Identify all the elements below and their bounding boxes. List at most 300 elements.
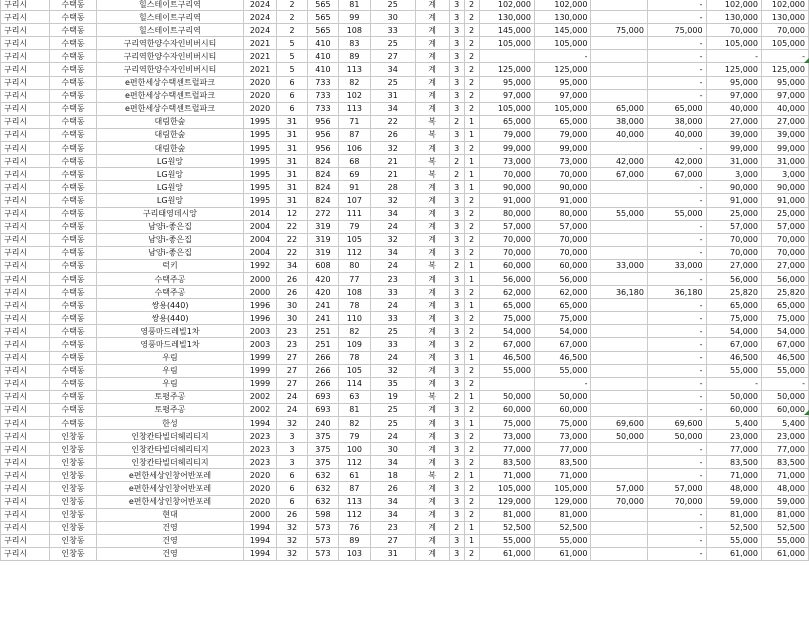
cell-type[interactable]: 계 xyxy=(415,443,449,456)
cell-units[interactable]: 266 xyxy=(307,377,338,390)
cell-city[interactable]: 구리시 xyxy=(1,364,50,377)
cell-dong[interactable]: 수택동 xyxy=(50,168,97,181)
cell-city[interactable]: 구리시 xyxy=(1,456,50,469)
cell-baths[interactable]: 2 xyxy=(464,11,479,24)
cell-monthly_base[interactable]: 83,500 xyxy=(534,456,590,469)
cell-diff_b[interactable]: 90,000 xyxy=(761,181,808,194)
cell-monthly_base[interactable]: 55,000 xyxy=(534,364,590,377)
cell-monthly_base[interactable]: 145,000 xyxy=(534,24,590,37)
cell-monthly_base[interactable]: 79,000 xyxy=(534,128,590,141)
cell-diff_b[interactable]: 99,000 xyxy=(761,142,808,155)
cell-monthly_base[interactable]: 80,000 xyxy=(534,207,590,220)
cell-diff_a[interactable]: 102,000 xyxy=(706,0,761,11)
cell-diff_b[interactable]: 55,000 xyxy=(761,534,808,547)
cell-year[interactable]: 2000 xyxy=(244,508,277,521)
cell-dong[interactable]: 수택동 xyxy=(50,155,97,168)
cell-monthly_a[interactable]: 70,000 xyxy=(591,495,647,508)
cell-monthly_base[interactable]: 62,000 xyxy=(534,286,590,299)
cell-complex[interactable]: 힐스테이트구리역 xyxy=(96,0,243,11)
cell-deposit[interactable]: 70,000 xyxy=(479,246,534,259)
cell-complex[interactable]: e편한세상수택센트럴파크 xyxy=(96,102,243,115)
cell-diff_b[interactable]: 25,000 xyxy=(761,207,808,220)
cell-floor_code[interactable]: 22 xyxy=(370,115,415,128)
cell-baths[interactable]: 2 xyxy=(464,194,479,207)
cell-monthly_b[interactable]: - xyxy=(647,181,706,194)
cell-monthly_a[interactable]: 36,180 xyxy=(591,286,647,299)
cell-city[interactable]: 구리시 xyxy=(1,521,50,534)
cell-area[interactable]: 82 xyxy=(338,325,370,338)
cell-dong[interactable]: 수택동 xyxy=(50,390,97,403)
cell-deposit[interactable]: 65,000 xyxy=(479,299,534,312)
cell-diff_a[interactable]: 81,000 xyxy=(706,508,761,521)
cell-complex[interactable]: LG원앙 xyxy=(96,155,243,168)
cell-rooms[interactable]: 2 xyxy=(449,115,464,128)
cell-type[interactable]: 계 xyxy=(415,364,449,377)
cell-deposit[interactable]: 145,000 xyxy=(479,24,534,37)
cell-year[interactable]: 2004 xyxy=(244,246,277,259)
cell-monthly_b[interactable]: 42,000 xyxy=(647,155,706,168)
cell-dong[interactable]: 수택동 xyxy=(50,272,97,285)
cell-diff_b[interactable]: 3,000 xyxy=(761,168,808,181)
cell-units[interactable]: 733 xyxy=(307,89,338,102)
cell-baths[interactable]: 2 xyxy=(464,508,479,521)
cell-units[interactable]: 956 xyxy=(307,128,338,141)
cell-monthly_b[interactable]: - xyxy=(647,521,706,534)
cell-monthly_a[interactable] xyxy=(591,443,647,456)
cell-age[interactable]: 26 xyxy=(277,272,308,285)
cell-baths[interactable]: 1 xyxy=(464,168,479,181)
cell-rooms[interactable]: 2 xyxy=(449,469,464,482)
cell-baths[interactable]: 1 xyxy=(464,469,479,482)
cell-age[interactable]: 6 xyxy=(277,495,308,508)
cell-diff_a[interactable]: 25,000 xyxy=(706,207,761,220)
cell-monthly_b[interactable]: - xyxy=(647,456,706,469)
cell-city[interactable]: 구리시 xyxy=(1,102,50,115)
cell-units[interactable]: 824 xyxy=(307,194,338,207)
cell-age[interactable]: 32 xyxy=(277,534,308,547)
cell-type[interactable]: 계 xyxy=(415,89,449,102)
cell-city[interactable]: 구리시 xyxy=(1,76,50,89)
cell-age[interactable]: 30 xyxy=(277,299,308,312)
cell-complex[interactable]: 우림 xyxy=(96,364,243,377)
cell-age[interactable]: 12 xyxy=(277,207,308,220)
cell-age[interactable]: 31 xyxy=(277,181,308,194)
cell-type[interactable]: 계 xyxy=(415,534,449,547)
cell-area[interactable]: 89 xyxy=(338,534,370,547)
cell-units[interactable]: 319 xyxy=(307,246,338,259)
cell-deposit[interactable]: 90,000 xyxy=(479,181,534,194)
cell-diff_a[interactable]: 77,000 xyxy=(706,443,761,456)
cell-units[interactable]: 240 xyxy=(307,417,338,430)
cell-dong[interactable]: 인창동 xyxy=(50,495,97,508)
cell-diff_a[interactable]: 27,000 xyxy=(706,115,761,128)
cell-monthly_base[interactable]: 54,000 xyxy=(534,325,590,338)
cell-area[interactable]: 108 xyxy=(338,286,370,299)
cell-monthly_base[interactable]: 129,000 xyxy=(534,495,590,508)
cell-complex[interactable]: LG원앙 xyxy=(96,194,243,207)
cell-floor_code[interactable]: 27 xyxy=(370,534,415,547)
cell-age[interactable]: 32 xyxy=(277,547,308,560)
cell-monthly_b[interactable]: - xyxy=(647,325,706,338)
cell-monthly_a[interactable] xyxy=(591,0,647,11)
cell-diff_a[interactable]: 70,000 xyxy=(706,233,761,246)
cell-diff_b[interactable]: 91,000 xyxy=(761,194,808,207)
cell-rooms[interactable]: 3 xyxy=(449,299,464,312)
cell-city[interactable]: 구리시 xyxy=(1,194,50,207)
cell-baths[interactable]: 2 xyxy=(464,63,479,76)
cell-diff_a[interactable]: 60,000 xyxy=(706,403,761,416)
cell-complex[interactable]: 힐스테이트구리역 xyxy=(96,24,243,37)
cell-area[interactable]: 71 xyxy=(338,115,370,128)
cell-baths[interactable]: 2 xyxy=(464,377,479,390)
cell-monthly_a[interactable]: 75,000 xyxy=(591,24,647,37)
cell-type[interactable]: 계 xyxy=(415,377,449,390)
cell-units[interactable]: 824 xyxy=(307,181,338,194)
cell-floor_code[interactable]: 24 xyxy=(370,299,415,312)
cell-age[interactable]: 34 xyxy=(277,259,308,272)
cell-deposit[interactable]: 65,000 xyxy=(479,115,534,128)
cell-city[interactable]: 구리시 xyxy=(1,37,50,50)
cell-deposit[interactable]: 54,000 xyxy=(479,325,534,338)
cell-floor_code[interactable]: 23 xyxy=(370,521,415,534)
cell-year[interactable]: 1995 xyxy=(244,155,277,168)
cell-deposit[interactable]: 130,000 xyxy=(479,11,534,24)
cell-city[interactable]: 구리시 xyxy=(1,63,50,76)
cell-complex[interactable]: 수택주공 xyxy=(96,286,243,299)
cell-units[interactable]: 251 xyxy=(307,338,338,351)
cell-units[interactable]: 565 xyxy=(307,11,338,24)
cell-baths[interactable]: 2 xyxy=(464,338,479,351)
cell-diff_a[interactable]: 31,000 xyxy=(706,155,761,168)
cell-city[interactable]: 구리시 xyxy=(1,286,50,299)
cell-floor_code[interactable]: 34 xyxy=(370,246,415,259)
cell-area[interactable]: 103 xyxy=(338,547,370,560)
cell-area[interactable]: 114 xyxy=(338,377,370,390)
cell-dong[interactable]: 수택동 xyxy=(50,259,97,272)
cell-city[interactable]: 구리시 xyxy=(1,24,50,37)
cell-monthly_a[interactable] xyxy=(591,403,647,416)
cell-floor_code[interactable]: 25 xyxy=(370,0,415,11)
cell-rooms[interactable]: 3 xyxy=(449,272,464,285)
cell-dong[interactable]: 수택동 xyxy=(50,207,97,220)
cell-city[interactable]: 구리시 xyxy=(1,495,50,508)
cell-floor_code[interactable]: 32 xyxy=(370,364,415,377)
cell-floor_code[interactable]: 26 xyxy=(370,128,415,141)
cell-units[interactable]: 693 xyxy=(307,390,338,403)
cell-year[interactable]: 1995 xyxy=(244,194,277,207)
cell-dong[interactable]: 수택동 xyxy=(50,102,97,115)
cell-monthly_b[interactable]: 70,000 xyxy=(647,495,706,508)
cell-floor_code[interactable]: 25 xyxy=(370,37,415,50)
cell-complex[interactable]: 쌍용(440) xyxy=(96,312,243,325)
cell-dong[interactable]: 수택동 xyxy=(50,233,97,246)
cell-diff_b[interactable]: 54,000 xyxy=(761,325,808,338)
cell-type[interactable]: 계 xyxy=(415,246,449,259)
cell-area[interactable]: 110 xyxy=(338,312,370,325)
cell-monthly_b[interactable]: - xyxy=(647,272,706,285)
cell-baths[interactable]: 2 xyxy=(464,24,479,37)
cell-rooms[interactable]: 3 xyxy=(449,220,464,233)
cell-type[interactable]: 계 xyxy=(415,24,449,37)
cell-type[interactable]: 계 xyxy=(415,102,449,115)
cell-diff_b[interactable]: 75,000 xyxy=(761,312,808,325)
cell-age[interactable]: 31 xyxy=(277,168,308,181)
cell-complex[interactable]: LG원앙 xyxy=(96,181,243,194)
cell-units[interactable]: 573 xyxy=(307,521,338,534)
cell-diff_a[interactable]: 90,000 xyxy=(706,181,761,194)
cell-baths[interactable]: 1 xyxy=(464,128,479,141)
cell-diff_b[interactable]: 52,500 xyxy=(761,521,808,534)
cell-diff_a[interactable]: 59,000 xyxy=(706,495,761,508)
cell-monthly_b[interactable]: 33,000 xyxy=(647,259,706,272)
cell-area[interactable]: 113 xyxy=(338,495,370,508)
cell-monthly_a[interactable]: 67,000 xyxy=(591,168,647,181)
cell-monthly_base[interactable]: 70,000 xyxy=(534,233,590,246)
cell-diff_b[interactable]: 130,000 xyxy=(761,11,808,24)
cell-deposit[interactable]: 125,000 xyxy=(479,63,534,76)
cell-type[interactable]: 계 xyxy=(415,37,449,50)
cell-monthly_a[interactable] xyxy=(591,338,647,351)
cell-complex[interactable]: 수택주공 xyxy=(96,272,243,285)
cell-area[interactable]: 81 xyxy=(338,0,370,11)
cell-city[interactable]: 구리시 xyxy=(1,417,50,430)
cell-type[interactable]: 계 xyxy=(415,312,449,325)
cell-monthly_base[interactable]: 60,000 xyxy=(534,403,590,416)
cell-diff_b[interactable]: 31,000 xyxy=(761,155,808,168)
cell-rooms[interactable]: 3 xyxy=(449,194,464,207)
cell-rooms[interactable]: 2 xyxy=(449,521,464,534)
cell-floor_code[interactable]: 31 xyxy=(370,89,415,102)
cell-deposit[interactable]: 129,000 xyxy=(479,495,534,508)
cell-deposit[interactable]: 60,000 xyxy=(479,403,534,416)
cell-area[interactable]: 87 xyxy=(338,128,370,141)
cell-diff_b[interactable]: 102,000 xyxy=(761,0,808,11)
cell-year[interactable]: 1992 xyxy=(244,259,277,272)
cell-year[interactable]: 1996 xyxy=(244,312,277,325)
cell-city[interactable]: 구리시 xyxy=(1,430,50,443)
cell-dong[interactable]: 수택동 xyxy=(50,338,97,351)
cell-dong[interactable]: 수택동 xyxy=(50,351,97,364)
cell-dong[interactable]: 수택동 xyxy=(50,181,97,194)
cell-diff_a[interactable]: 54,000 xyxy=(706,325,761,338)
cell-deposit[interactable]: 60,000 xyxy=(479,259,534,272)
cell-city[interactable]: 구리시 xyxy=(1,155,50,168)
cell-rooms[interactable]: 3 xyxy=(449,325,464,338)
cell-monthly_a[interactable] xyxy=(591,521,647,534)
cell-deposit[interactable]: 77,000 xyxy=(479,443,534,456)
cell-rooms[interactable]: 3 xyxy=(449,181,464,194)
cell-city[interactable]: 구리시 xyxy=(1,168,50,181)
cell-monthly_a[interactable]: 40,000 xyxy=(591,128,647,141)
cell-age[interactable]: 6 xyxy=(277,469,308,482)
cell-rooms[interactable]: 3 xyxy=(449,534,464,547)
cell-age[interactable]: 24 xyxy=(277,403,308,416)
cell-type[interactable]: 계 xyxy=(415,482,449,495)
cell-deposit[interactable]: 105,000 xyxy=(479,482,534,495)
cell-baths[interactable]: 2 xyxy=(464,142,479,155)
cell-age[interactable]: 31 xyxy=(277,155,308,168)
cell-monthly_base[interactable]: 70,000 xyxy=(534,246,590,259)
cell-units[interactable]: 632 xyxy=(307,495,338,508)
cell-diff_b[interactable]: 71,000 xyxy=(761,469,808,482)
cell-type[interactable]: 계 xyxy=(415,181,449,194)
cell-diff_b[interactable]: 95,000 xyxy=(761,76,808,89)
cell-type[interactable]: 계 xyxy=(415,508,449,521)
cell-monthly_b[interactable]: - xyxy=(647,443,706,456)
cell-complex[interactable]: 구리역한양수자인비버시티 xyxy=(96,37,243,50)
cell-monthly_base[interactable]: 125,000 xyxy=(534,63,590,76)
cell-units[interactable]: 632 xyxy=(307,482,338,495)
cell-diff_b[interactable]: 81,000 xyxy=(761,508,808,521)
cell-monthly_base[interactable]: 99,000 xyxy=(534,142,590,155)
cell-monthly_base[interactable]: 71,000 xyxy=(534,469,590,482)
cell-complex[interactable]: 우림 xyxy=(96,351,243,364)
cell-dong[interactable]: 수택동 xyxy=(50,194,97,207)
cell-dong[interactable]: 수택동 xyxy=(50,299,97,312)
cell-dong[interactable]: 수택동 xyxy=(50,24,97,37)
cell-rooms[interactable]: 3 xyxy=(449,312,464,325)
cell-dong[interactable]: 수택동 xyxy=(50,377,97,390)
cell-diff_b[interactable]: 97,000 xyxy=(761,89,808,102)
cell-diff_a[interactable]: 55,000 xyxy=(706,364,761,377)
cell-rooms[interactable]: 2 xyxy=(449,259,464,272)
cell-rooms[interactable]: 3 xyxy=(449,0,464,11)
cell-monthly_a[interactable] xyxy=(591,246,647,259)
cell-diff_a[interactable]: 125,000 xyxy=(706,63,761,76)
cell-monthly_b[interactable]: - xyxy=(647,377,706,390)
cell-baths[interactable]: 1 xyxy=(464,155,479,168)
cell-dong[interactable]: 인창동 xyxy=(50,521,97,534)
cell-deposit[interactable]: 75,000 xyxy=(479,312,534,325)
cell-monthly_base[interactable]: 55,000 xyxy=(534,534,590,547)
cell-diff_a[interactable]: - xyxy=(706,377,761,390)
cell-units[interactable]: 608 xyxy=(307,259,338,272)
cell-complex[interactable]: 건영 xyxy=(96,534,243,547)
cell-city[interactable]: 구리시 xyxy=(1,547,50,560)
cell-city[interactable]: 구리시 xyxy=(1,207,50,220)
cell-area[interactable]: 61 xyxy=(338,469,370,482)
cell-age[interactable]: 27 xyxy=(277,351,308,364)
cell-dong[interactable]: 수택동 xyxy=(50,246,97,259)
cell-city[interactable]: 구리시 xyxy=(1,115,50,128)
cell-diff_a[interactable]: 5,400 xyxy=(706,417,761,430)
cell-rooms[interactable]: 3 xyxy=(449,508,464,521)
cell-diff_a[interactable]: 56,000 xyxy=(706,272,761,285)
cell-age[interactable]: 31 xyxy=(277,142,308,155)
cell-floor_code[interactable]: 24 xyxy=(370,351,415,364)
cell-floor_code[interactable]: 25 xyxy=(370,417,415,430)
cell-deposit[interactable]: 46,500 xyxy=(479,351,534,364)
cell-complex[interactable]: 대림한숲 xyxy=(96,115,243,128)
cell-year[interactable]: 2023 xyxy=(244,430,277,443)
cell-dong[interactable]: 수택동 xyxy=(50,76,97,89)
cell-area[interactable]: 82 xyxy=(338,76,370,89)
cell-age[interactable]: 26 xyxy=(277,286,308,299)
cell-units[interactable]: 272 xyxy=(307,207,338,220)
cell-year[interactable]: 2004 xyxy=(244,220,277,233)
cell-monthly_b[interactable]: - xyxy=(647,469,706,482)
cell-year[interactable]: 1995 xyxy=(244,115,277,128)
cell-diff_b[interactable]: 61,000 xyxy=(761,547,808,560)
cell-monthly_base[interactable]: 102,000 xyxy=(534,0,590,11)
cell-type[interactable]: 계 xyxy=(415,299,449,312)
cell-baths[interactable]: 1 xyxy=(464,259,479,272)
cell-year[interactable]: 1995 xyxy=(244,142,277,155)
cell-area[interactable]: 80 xyxy=(338,259,370,272)
cell-year[interactable]: 2020 xyxy=(244,89,277,102)
cell-area[interactable]: 109 xyxy=(338,338,370,351)
cell-type[interactable]: 계 xyxy=(415,272,449,285)
cell-monthly_a[interactable] xyxy=(591,11,647,24)
cell-year[interactable]: 2003 xyxy=(244,338,277,351)
cell-rooms[interactable]: 3 xyxy=(449,142,464,155)
cell-city[interactable]: 구리시 xyxy=(1,443,50,456)
cell-monthly_base[interactable]: 46,500 xyxy=(534,351,590,364)
cell-deposit[interactable]: 55,000 xyxy=(479,364,534,377)
cell-units[interactable]: 565 xyxy=(307,24,338,37)
cell-year[interactable]: 2020 xyxy=(244,469,277,482)
cell-age[interactable]: 30 xyxy=(277,312,308,325)
cell-monthly_a[interactable]: 50,000 xyxy=(591,430,647,443)
cell-area[interactable]: 113 xyxy=(338,63,370,76)
cell-diff_b[interactable]: 55,000 xyxy=(761,364,808,377)
cell-floor_code[interactable]: 34 xyxy=(370,495,415,508)
cell-baths[interactable]: 1 xyxy=(464,351,479,364)
cell-deposit[interactable]: 56,000 xyxy=(479,272,534,285)
cell-monthly_a[interactable] xyxy=(591,220,647,233)
cell-diff_b[interactable]: 57,000 xyxy=(761,220,808,233)
cell-diff_b[interactable]: 70,000 xyxy=(761,233,808,246)
cell-floor_code[interactable]: 32 xyxy=(370,233,415,246)
cell-diff_a[interactable]: - xyxy=(706,50,761,63)
cell-monthly_a[interactable] xyxy=(591,89,647,102)
cell-monthly_base[interactable]: 73,000 xyxy=(534,430,590,443)
cell-diff_a[interactable]: 23,000 xyxy=(706,430,761,443)
cell-dong[interactable]: 수택동 xyxy=(50,89,97,102)
cell-monthly_base[interactable]: 50,000 xyxy=(534,390,590,403)
cell-diff_a[interactable]: 52,500 xyxy=(706,521,761,534)
cell-monthly_a[interactable] xyxy=(591,351,647,364)
cell-complex[interactable]: 토평주공 xyxy=(96,390,243,403)
cell-deposit[interactable]: 97,000 xyxy=(479,89,534,102)
cell-units[interactable]: 319 xyxy=(307,220,338,233)
cell-age[interactable]: 27 xyxy=(277,377,308,390)
cell-monthly_b[interactable]: - xyxy=(647,364,706,377)
cell-city[interactable]: 구리시 xyxy=(1,0,50,11)
cell-monthly_base[interactable]: 90,000 xyxy=(534,181,590,194)
cell-year[interactable]: 2021 xyxy=(244,63,277,76)
cell-type[interactable]: 계 xyxy=(415,0,449,11)
cell-diff_b[interactable]: 59,000 xyxy=(761,495,808,508)
cell-age[interactable]: 3 xyxy=(277,456,308,469)
cell-city[interactable]: 구리시 xyxy=(1,272,50,285)
cell-units[interactable]: 733 xyxy=(307,76,338,89)
cell-city[interactable]: 구리시 xyxy=(1,220,50,233)
cell-units[interactable]: 632 xyxy=(307,469,338,482)
cell-deposit[interactable]: 52,500 xyxy=(479,521,534,534)
cell-monthly_b[interactable]: - xyxy=(647,220,706,233)
cell-diff_a[interactable]: 91,000 xyxy=(706,194,761,207)
cell-floor_code[interactable]: 34 xyxy=(370,207,415,220)
cell-monthly_a[interactable] xyxy=(591,325,647,338)
cell-deposit[interactable] xyxy=(479,377,534,390)
cell-units[interactable]: 956 xyxy=(307,115,338,128)
cell-dong[interactable]: 수택동 xyxy=(50,37,97,50)
cell-rooms[interactable]: 3 xyxy=(449,50,464,63)
cell-diff_b[interactable]: 5,400 xyxy=(761,417,808,430)
cell-monthly_b[interactable]: - xyxy=(647,534,706,547)
cell-units[interactable]: 733 xyxy=(307,102,338,115)
